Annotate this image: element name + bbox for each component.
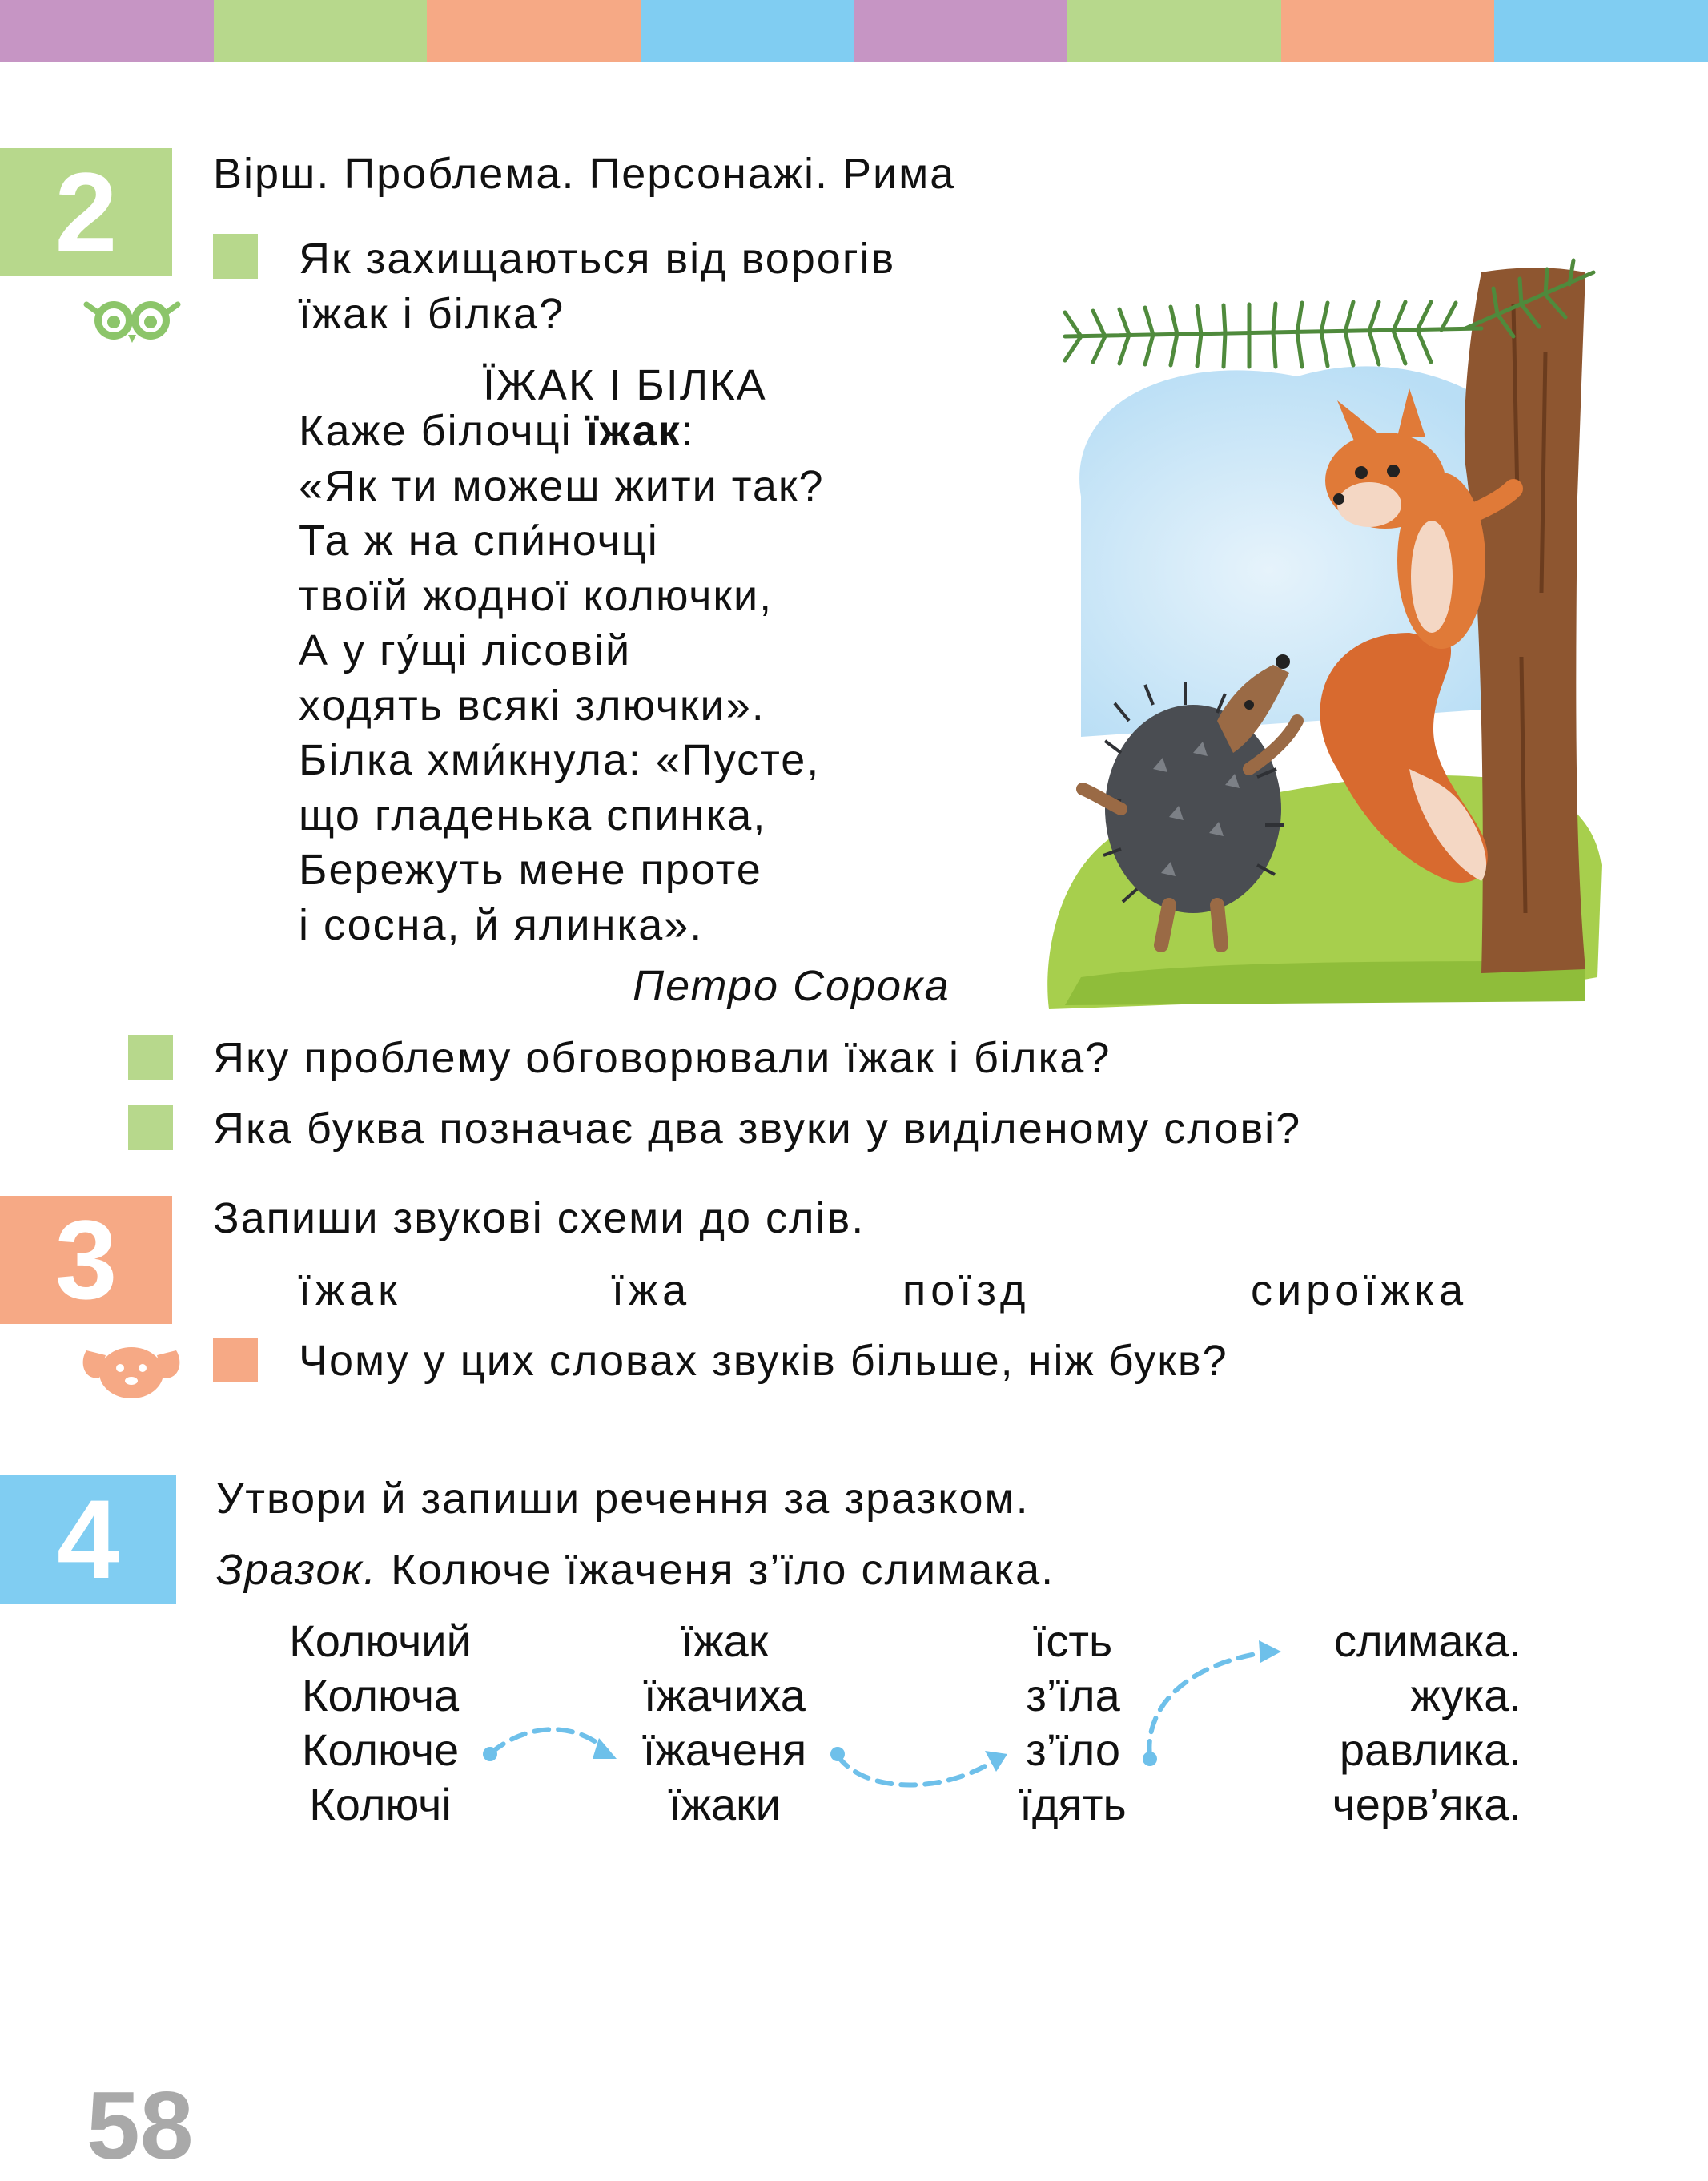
word-option: Колючий <box>289 1616 472 1666</box>
word-option: їжаки <box>669 1779 781 1829</box>
word-option: їжачиха <box>644 1670 806 1720</box>
poem-line: Бережуть мене проте <box>299 846 762 894</box>
poem-line: Та ж на спи́ночці <box>299 517 659 565</box>
word-option: слимака. <box>1333 1616 1521 1666</box>
task2-question1-line1: Як захищаються від ворогів <box>299 235 896 283</box>
task2-question3: Яка буква позначає два звуки у виділеному слові? <box>213 1105 1302 1153</box>
task2-question2: Яку проблему обговорювали їжак і білка? <box>213 1034 1111 1082</box>
task2-heading: Вірш. Проблема. Персонажі. Рима <box>213 150 956 198</box>
poem-line: що гладенька спинка, <box>299 791 767 839</box>
poem-text: Каже білочці <box>299 407 586 455</box>
word-option: з’їла <box>1026 1670 1120 1720</box>
word-option: їсть <box>1033 1616 1113 1666</box>
task3-question: Чому у цих словах звуків більше, ніж букв? <box>299 1337 1228 1385</box>
highlighted-word: їжак <box>585 407 681 455</box>
word-option: Колюча <box>301 1670 460 1720</box>
poem-line: твоїй жодної колючки, <box>299 571 774 620</box>
word-2: їжа <box>612 1266 692 1314</box>
poem-title: ЇЖАК І БІЛКА <box>483 361 767 409</box>
word-option: равлика. <box>1339 1724 1521 1775</box>
arrow-2 <box>838 1756 997 1785</box>
task2-question1-line2: їжак і білка? <box>299 290 565 338</box>
task-number-2: 2 <box>0 148 172 276</box>
word-option: їжак <box>681 1616 769 1666</box>
word-option: Колючі <box>309 1779 452 1829</box>
poem-text: : <box>681 407 695 455</box>
sample-text: Колюче їжаченя з’їло слимака. <box>377 1546 1055 1594</box>
task-number-3: 3 <box>0 1196 172 1324</box>
poem-line: і сосна, й ялинка». <box>299 900 704 949</box>
poem-line: «Як ти можеш жити так? <box>299 461 825 510</box>
word-option: з’їло <box>1025 1724 1121 1775</box>
page-number: 58 <box>86 2072 194 2179</box>
word-option: черв’яка. <box>1332 1779 1521 1829</box>
poem-line: Білка хми́кнула: «Пусте, <box>299 736 821 784</box>
word-option: жука. <box>1410 1670 1521 1720</box>
word-3: поїзд <box>902 1266 1031 1314</box>
word-4: сироїжка <box>1251 1266 1469 1314</box>
word-option: їжаченя <box>642 1724 807 1775</box>
word-option: їдять <box>1019 1779 1127 1829</box>
task3-heading: Запиши звукові схеми до слів. <box>213 1194 866 1242</box>
sample-label: Зразок. <box>216 1546 378 1594</box>
poem-author: Петро Сорока <box>633 962 950 1010</box>
arrow-1 <box>492 1729 607 1752</box>
task4-heading: Утвори й запиши речення за зразком. <box>216 1475 1030 1523</box>
arrow-3 <box>1149 1652 1265 1756</box>
task-number-4: 4 <box>0 1475 176 1604</box>
poem-line: ходять всякі злючки». <box>299 681 766 730</box>
word-option: Колюче <box>301 1724 460 1775</box>
word-1: їжак <box>299 1266 402 1314</box>
poem-line: А у гу́щі лісовій <box>299 626 632 674</box>
